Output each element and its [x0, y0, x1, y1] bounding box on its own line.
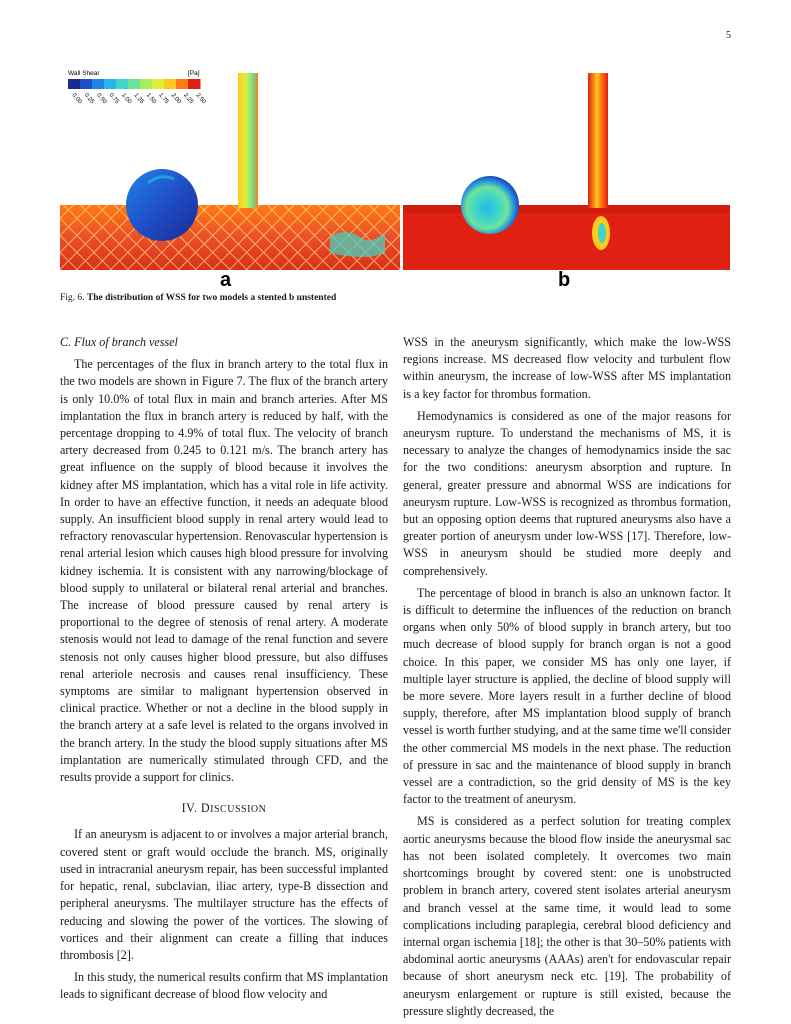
legend-tick-label: 2.50: [194, 92, 207, 106]
legend-swatch: [68, 79, 81, 89]
caption-text: The distribution of WSS for two models a stented b unstented: [86, 293, 337, 303]
legend-tick-label: 0.00: [70, 92, 83, 106]
section-numeral: IV.: [181, 801, 198, 816]
paragraph: WSS in the aneurysm significantly, which make the low-WSS regions increase. MS decreased flow velocity and turbulent flow within aneurysm, the increase of low-WSS after MS implantation is a key factor for thrombus formation.: [403, 335, 731, 401]
paragraph: The percentage of blood in branch is also an unknown factor. It is difficult to determine the influences of the reduction on branch organs when only 50% of blood supply in branch artery, but too much decrease of blood supply for branch organ is not a good choice. In this paper, we consider MS has only one layer, if multiple layer structure is applied, the decline of blood supply will be more severe. More layers result in a further decline of blood supply, therefore, after MS implantation blood supply of branch vessel is worth further studying, and at the same time we'll consider the other commercial MS models in the next phase. The reduction of pressure in sac and the maintenance of blood supply in branch vessel are a contradiction, so the grid density of MS is the key factor to the treatment of aneurysm.: [403, 585, 731, 807]
legend-swatch: [152, 79, 165, 89]
main-artery-b: [403, 205, 730, 270]
legend-swatch: [92, 79, 105, 89]
panel-b-label: b: [558, 269, 571, 290]
paragraph: In this study, the numerical results confirm that MS implantation leads to significant decrease of blood flow velocity and: [60, 970, 388, 1002]
page-number: 5: [726, 30, 731, 41]
legend-swatch: [140, 79, 153, 89]
legend-swatch: [176, 79, 189, 89]
panel-b-unstented-model: [403, 73, 730, 290]
subsection-title: C. Flux of branch vessel: [60, 335, 178, 349]
legend-tick-label: 1.75: [157, 92, 170, 106]
legend-tick-label: 0.25: [82, 92, 95, 106]
legend-tick-label: 2.00: [169, 92, 182, 106]
wss-legend: [68, 70, 207, 106]
legend-swatch: [116, 79, 129, 89]
legend-tick-labels: [70, 92, 207, 105]
wss-figure-graphic: [60, 65, 730, 290]
legend-color-bar: [68, 79, 201, 89]
paragraph: If an aneurysm is adjacent to or involves a major arterial branch, covered stent or graft would occlude the branch. MS, originally used in intracranial aneurysm repair, has been successful implanted for hepatic, renal, subclavian, iliac artery, type-B dissection and peripheral aneurysms. The multilayer structure has the effects of reducing and slowing the power of the vortices. The slowing of vortices and their alignment can create a filling that induces thrombosis [2].: [60, 827, 388, 962]
aneurysm-sac-a: [126, 169, 198, 241]
legend-tick-label: 2.25: [182, 92, 195, 106]
left-column: [60, 334, 388, 1004]
legend-tick-label: 0.75: [107, 92, 120, 106]
panel-a-label: a: [220, 269, 232, 290]
figure-caption: [60, 293, 336, 303]
section-heading: [60, 800, 388, 818]
legend-title: Wall Shear: [68, 70, 100, 77]
right-column: [403, 334, 731, 1020]
legend-tick-label: 1.25: [132, 92, 145, 106]
legend-tick-label: 1.00: [120, 92, 133, 106]
legend-swatch: [104, 79, 117, 89]
paragraph: Hemodynamics is considered as one of the major reasons for aneurysm rupture. To understand the mechanisms of MS, it is necessary to analyze the changes of hemodynamics inside the sac for the two conditions: aneurysm absorption and rupture. In general, greater pressure and abnormal WSS are indications for aneurysm rupture. Low-WSS is recognized as thrombus formation, but an opposing option deems that ruptured aneurysms also have a greater portion of aneurysm under low-WSS [17]. Therefore, low-WSS in aneurysm should be studied more deeply and comprehensively.: [403, 408, 731, 578]
figure-wss: [60, 65, 730, 290]
legend-unit: [Pa]: [188, 70, 200, 77]
branch-artery-b: [588, 73, 608, 208]
paragraph: MS is considered as a perfect solution for treating complex aortic aneurysms because the blood flow inside the aneurysmal sac has not been isolated completely. It overcomes two main shortcomings brought by covered stent: one is unobstructed problem in branch artery, covered stent isolates arterial aneurysm and branch vessel at the same time, it would lead to some complications including paraplegia, cerebral blood deficiency and internal organ ischemia [18]; the other is that 30–50% patients with abdominal aortic aneurysms (AAAs) aren't for endovascular repair because of short aneurysm neck etc. [19]. The probability of aneurysm enlargement or rupture is still existed, because the pressure slightly decreased, the: [403, 814, 731, 1018]
legend-swatch: [128, 79, 141, 89]
legend-swatch: [188, 79, 201, 89]
panel-a-stented-model: [60, 73, 400, 290]
aneurysm-sac-b: [461, 176, 519, 234]
legend-swatch: [80, 79, 93, 89]
paragraph: The percentages of the flux in branch artery to the total flux in the two models are shown in Figure 7. The flux of the branch artery is only 10.0% of total flux in main and branch arteries. After MS implantation the flux in branch artery is reduced by half, with the percentage dropping to 4.9% of total flux. The velocity of branch artery decreased from 0.245 to 0.121 m/s. The branch artery has great influence on the supply of blood because it involves the kidney after MS implantation, which has a vital role in life activity. In order to have an effective function, it needs an adequate blood supply. An insufficient blood supply in renal artery would lead to refractory renovascular hypertension. Renovascular hypertension is renal arterial lesion which causes high blood pressure for involving kidney ischemia. It is consistent with any narrowing/blockage of blood supply to unilateral or bilateral renal arterial and branches. The increase of blood pressure caused by renal artery is proportional to the degree of stenosis of renal artery. A moderate stenosis would not lead to damage of the renal function and severe stenosis not only causes higher blood pressure, but also diffuses renal arteriole necrosis and causes renal insufficiency. These symptoms are similar to malignant hypertension observed in clinical practice. Whether or not a decline in the blood supply in the branch artery at a safe level is related to the organs involved in the branch artery. In the study the blood supply situations after MS implantation are numerically stimulated through CFD, and the results provide a support for clinics.: [60, 357, 388, 785]
section-title-first: D: [200, 801, 211, 816]
branch-artery-a: [238, 73, 258, 208]
section-title-rest: ISCUSSION: [210, 804, 267, 816]
caption-prefix: Fig. 6.: [60, 293, 85, 303]
legend-swatch: [164, 79, 177, 89]
legend-tick-label: 0.50: [95, 92, 108, 106]
legend-tick-label: 1.50: [144, 92, 157, 106]
